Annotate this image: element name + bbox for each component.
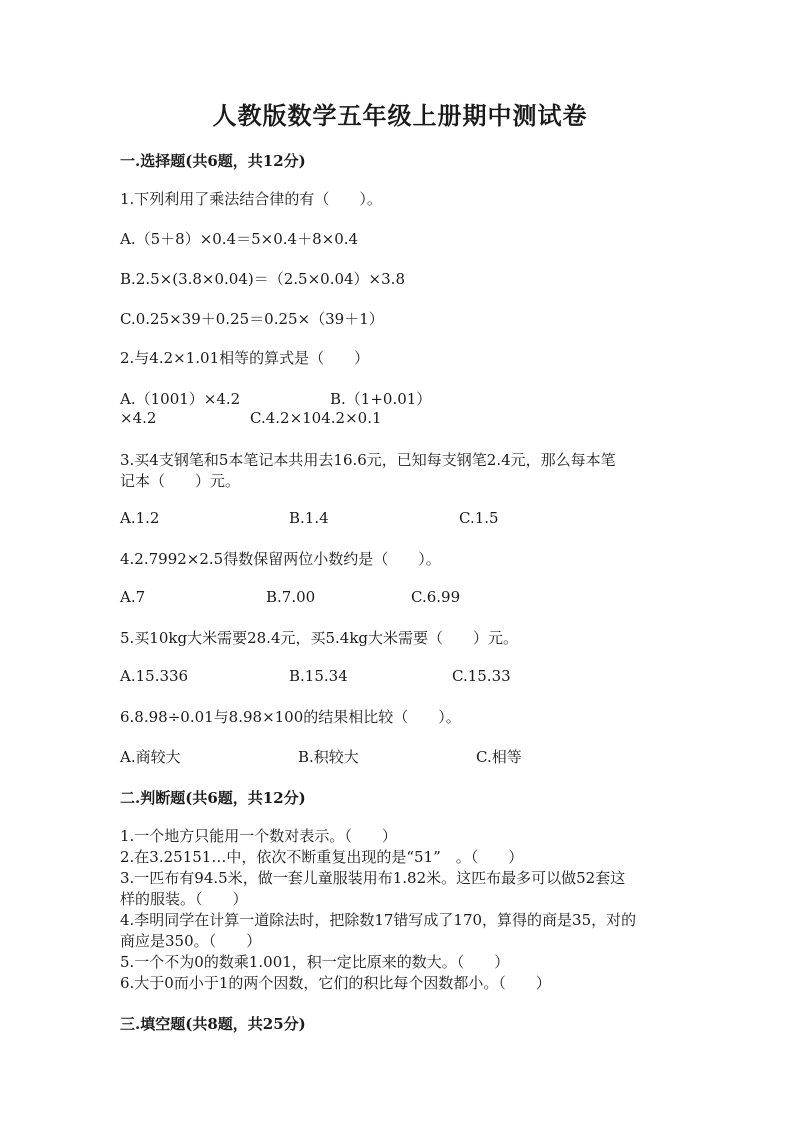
section-heading-judgement: 二.判断题(共6题，共12分) xyxy=(120,789,306,807)
question-3-option-a: A.1.2 xyxy=(120,509,160,527)
question-5-stem: 5.买10kg大米需要28.4元，买5.4kg大米需要（ ）元。 xyxy=(120,629,519,647)
question-3-option-b: B.1.4 xyxy=(289,509,329,527)
question-5-option-c: C.15.33 xyxy=(452,667,511,685)
question-2-stem: 2.与4.2×1.01相等的算式是（ ） xyxy=(120,349,370,367)
judgement-6: 6.大于0而小于1的两个因数，它们的积比每个因数都小。（ ） xyxy=(120,974,551,992)
question-4-stem: 4.2.7992×2.5得数保留两位小数约是（ ）。 xyxy=(120,550,441,568)
question-4-option-b: B.7.00 xyxy=(266,588,316,606)
judgement-4-line1: 4.李明同学在计算一道除法时，把除数17错写成了170，算得的商是35，对的 xyxy=(120,911,637,929)
exam-title: 人教版数学五年级上册期中测试卷 xyxy=(212,101,588,130)
question-5-option-b: B.15.34 xyxy=(289,667,348,685)
judgement-5: 5.一个不为0的数乘1.001，积一定比原来的数大。（ ） xyxy=(120,953,510,971)
question-2-option-c: C.4.2×104.2×0.1 xyxy=(250,409,382,427)
question-3-stem-line1: 3.买4支钢笔和5本笔记本共用去16.6元，已知每支钢笔2.4元，那么每本笔 xyxy=(120,451,616,469)
question-1-option-b: B.2.5×(3.8×0.04)＝（2.5×0.04）×3.8 xyxy=(120,270,405,288)
question-2-option-b-continued: ×4.2 xyxy=(120,409,157,427)
question-3-stem-line2: 记本（ ）元。 xyxy=(120,472,241,490)
section-heading-choice: 一.选择题(共6题，共12分) xyxy=(120,152,306,170)
question-2-option-a: A.（1001）×4.2 xyxy=(120,390,241,408)
question-3-option-c: C.1.5 xyxy=(459,509,499,527)
question-5-option-a: A.15.336 xyxy=(120,667,189,685)
question-4-option-a: A.7 xyxy=(120,588,146,606)
question-6-option-a: A.商较大 xyxy=(120,748,181,766)
judgement-2: 2.在3.25151…中，依次不断重复出现的是“51” 。（ ） xyxy=(120,848,524,866)
question-1-option-c: C.0.25×39＋0.25＝0.25×（39＋1） xyxy=(120,310,384,328)
question-1-option-a: A.（5＋8）×0.4＝5×0.4＋8×0.4 xyxy=(120,230,359,248)
question-2-option-b: B.（1+0.01） xyxy=(330,390,432,408)
judgement-4-line2: 商应是350。（ ） xyxy=(120,932,262,950)
judgement-3-line2: 样的服装。（ ） xyxy=(120,890,248,908)
question-6-option-c: C.相等 xyxy=(476,748,522,766)
judgement-3-line1: 3.一匹布有94.5米，做一套儿童服装用布1.82米。这匹布最多可以做52套这 xyxy=(120,869,626,887)
section-heading-fill-blank: 三.填空题(共8题，共25分) xyxy=(120,1015,306,1033)
question-1-stem: 1.下列利用了乘法结合律的有（ ）。 xyxy=(120,190,382,208)
question-6-stem: 6.8.98÷0.01与8.98×100的结果相比较（ ）。 xyxy=(120,708,461,726)
question-4-option-c: C.6.99 xyxy=(411,588,461,606)
judgement-1: 1.一个地方只能用一个数对表示。（ ） xyxy=(120,827,397,845)
question-6-option-b: B.积较大 xyxy=(298,748,359,766)
